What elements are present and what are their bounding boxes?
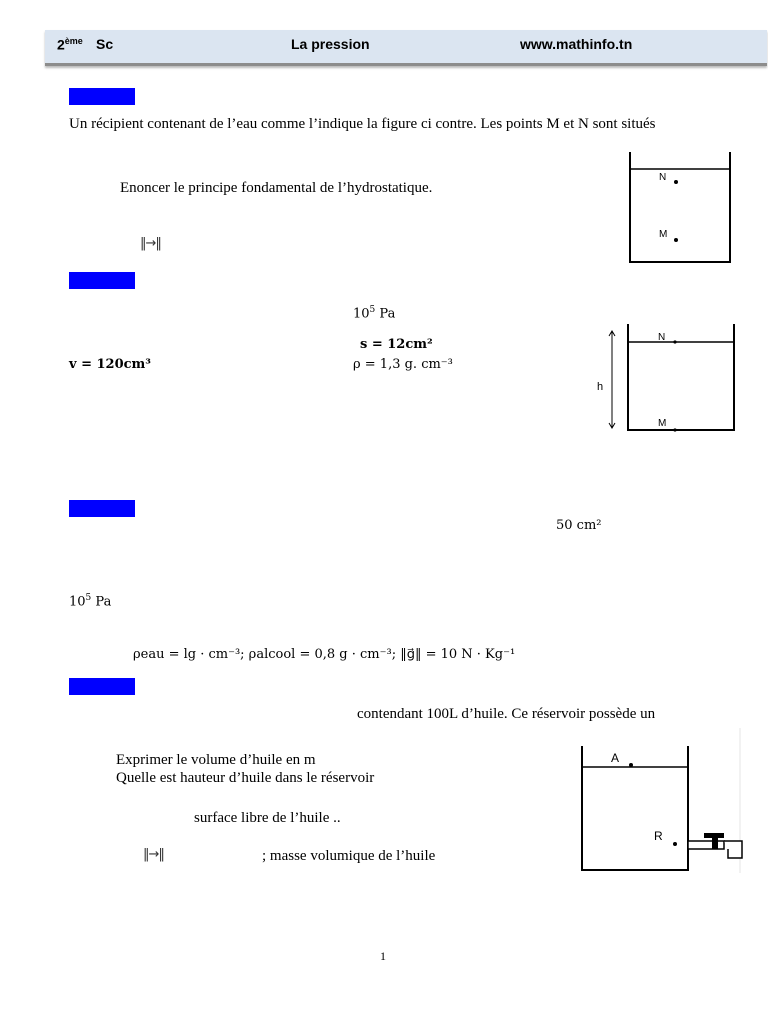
exercise-3-tag — [69, 500, 135, 517]
point-n — [674, 180, 678, 184]
exercise-3-area: 50 cm² — [556, 518, 602, 533]
page-number: 1 — [380, 949, 386, 963]
exercise-4-statement: contendant 100L d’huile. Ce réservoir possède un — [357, 706, 656, 722]
exercise-1-question: Enoncer le principe fondamental de l’hydrostatique. — [120, 180, 433, 196]
exercise-2-volume: v = 120cm³ — [69, 357, 151, 372]
header-section: Sc — [96, 36, 114, 52]
container-figure-1 — [620, 148, 740, 268]
exercise-4-question-1: Exprimer le volume d’huile en m — [116, 752, 316, 768]
point-m-label: M — [659, 229, 668, 240]
exercise-4-tag — [69, 678, 135, 695]
exercise-4-question-3: surface libre de l’huile .. — [194, 810, 341, 826]
norm-symbol: ‖→‖ — [140, 236, 161, 251]
point-a-label: A — [611, 751, 620, 765]
exercise-2-tag — [69, 272, 135, 289]
point-n-label: N — [659, 172, 667, 183]
tap-icon — [688, 833, 742, 858]
norm-symbol-2: ‖→‖ — [143, 847, 164, 862]
container-figure-2 — [592, 320, 742, 435]
exercise-1-tag — [69, 88, 135, 105]
point-m-label-2: M — [658, 418, 667, 429]
page-header — [45, 30, 767, 66]
exercise-3-pressure: $10^5$ Pa — [69, 593, 112, 610]
exercise-4-question-4: ; masse volumique de l’huile — [262, 848, 436, 864]
point-m-2 — [673, 428, 676, 431]
point-r — [673, 842, 677, 846]
point-n-2 — [673, 340, 676, 343]
exercise-3-data: ρeau = lg · cm⁻³; ρalcool = 0,8 g · cm⁻³; ‖g⃗‖ = 10 N · Kg⁻¹ — [133, 647, 516, 662]
point-r-label: R — [654, 829, 663, 843]
exercise-1-statement: Un récipient contenant de l’eau comme l’indique la figure ci contre. Les points M et N sont situés — [69, 116, 656, 132]
reservoir-figure — [578, 728, 746, 876]
exercise-2-pressure: $10^5$ Pa — [353, 305, 396, 322]
height-label: h — [597, 381, 604, 393]
header-level: 2ème — [57, 36, 83, 53]
header-title: La pression — [291, 36, 370, 52]
point-a — [629, 763, 633, 767]
exercise-2-density: ρ = 1,3 g. cm⁻³ — [353, 357, 453, 372]
point-m — [674, 238, 678, 242]
point-n-label-2: N — [658, 332, 666, 343]
exercise-4-question-2: Quelle est hauteur d’huile dans le réservoir — [116, 770, 375, 786]
exercise-2-surface: s = 12cm² — [360, 337, 433, 352]
header-site: www.mathinfo.tn — [520, 36, 633, 52]
